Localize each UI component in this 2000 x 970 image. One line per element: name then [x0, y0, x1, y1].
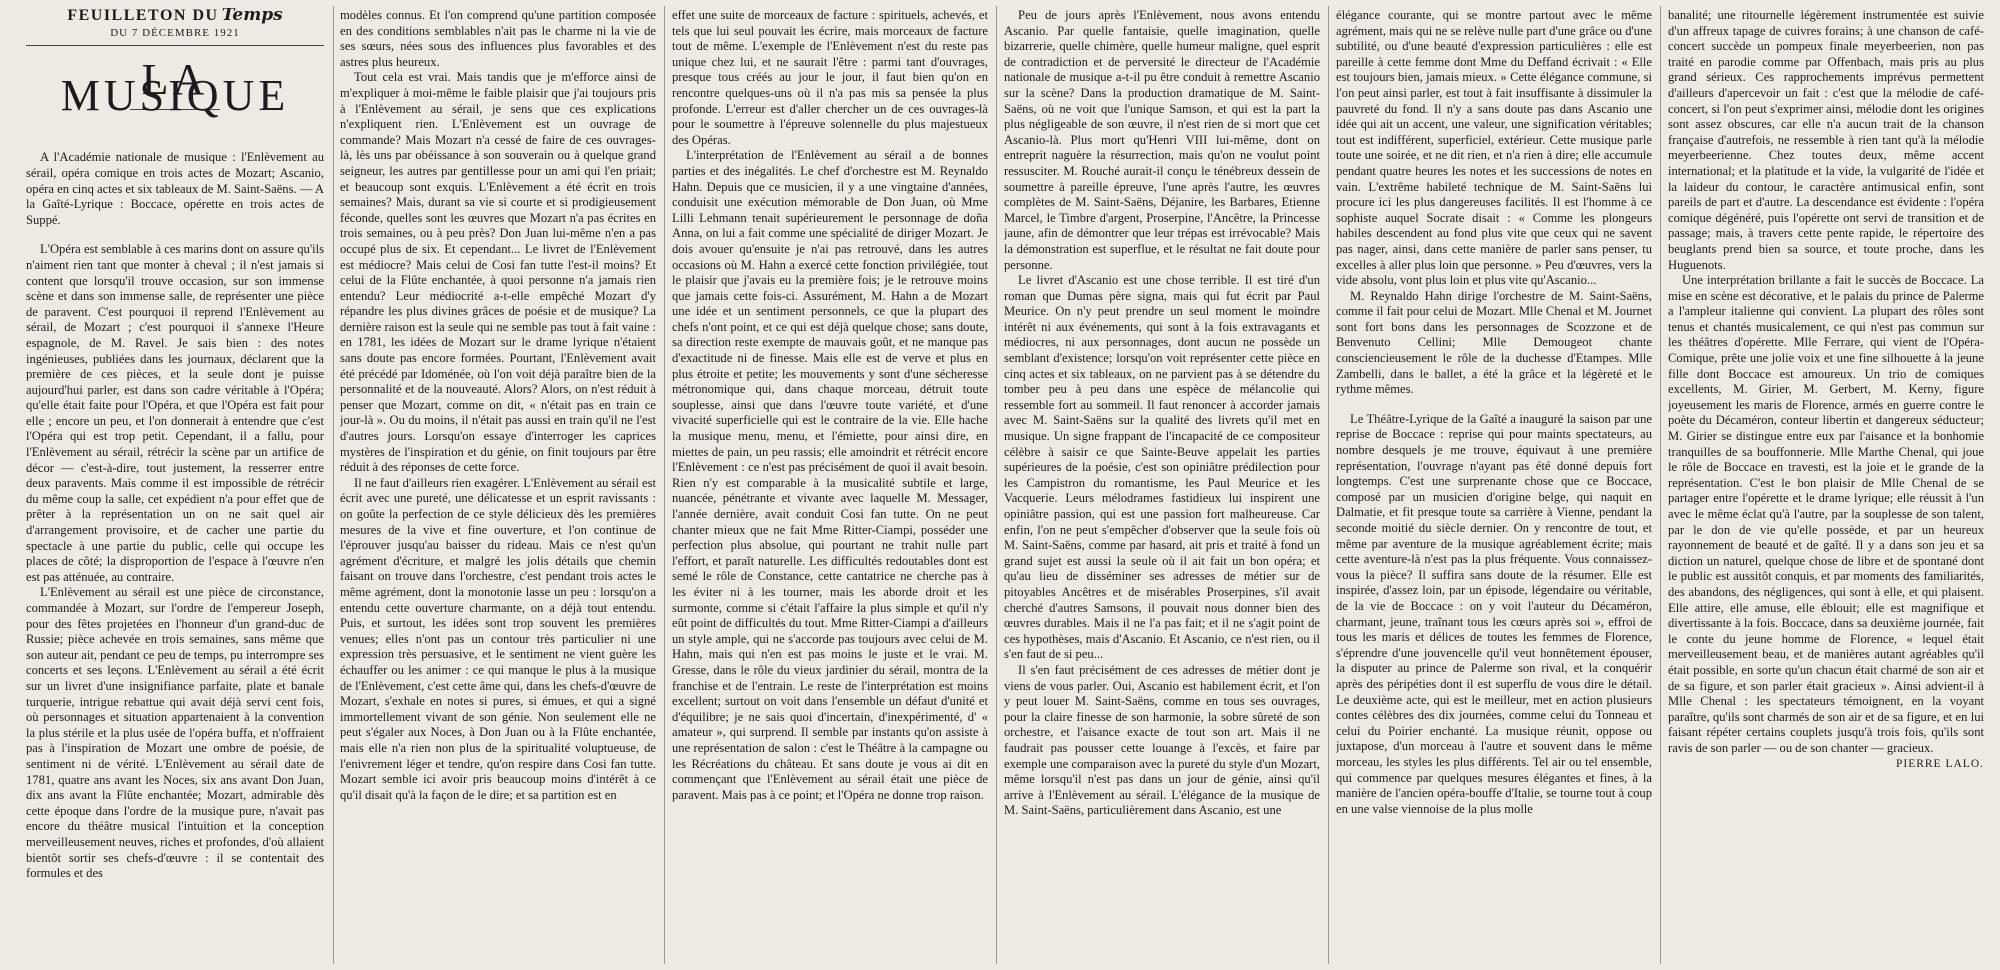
article-summary: A l'Académie nationale de musique : l'Enlèvement au sérail, opéra comique en trois actes de Mozart; Ascanio, opéra en cinq actes et six tableaux de M. Saint-Saëns. — A la Gaîté-Lyrique : Boccace, opérette en trois actes de Suppé. [26, 150, 324, 227]
article-title: LA MUSIQUE [60, 55, 290, 120]
author-signature: PIERRE LALO. [1895, 757, 1984, 770]
paragraph: L'Enlèvement au sérail est une pièce de circonstance, commandée à Mozart, sur l'ordre de l'empereur Joseph, pour des fêtes projetées en l'honneur d'un grand-duc de Russie; pièce achevée en trois semaines, sans même que son auteur ait, pendant ce peu de temps, pu interrompre ses concerts et ses leçons. L'Enlèvement au sérail a été écrit sur un livret d'une insignifiance parfaite, plate et banale turquerie, intrigue rebattue qui avait déjà servi cent fois, où personnages et situation appartenaient à la convention la plus stérile et la plus usée de l'opéra buffa, et n'offraient pas à l'inspiration de Mozart une ombre de poésie, de sentiment ni de vérité. L'Enlèvement au sérail date de 1781, quatre ans avant les Noces, six ans avant Don Juan, dix ans avant la Flûte enchantée; Mozart, admirable dès cette époque dans l'ordre de la musique pure, n'avait pas encore du théâtre musical l'intuition et la conception merveilleusement neuves, riches et profondes, d'où allaient bientôt sortir ses chefs-d'œuvre : il se contentait des formules et des [26, 585, 324, 881]
column-divider [333, 6, 334, 964]
paragraph: Le Théâtre-Lyrique de la Gaîté a inauguré la saison par une reprise de Boccace : reprise qui pour maints spectateurs, au nombre desquels je me trouve, équivaut à une première représentation, l'ouvrage n'ayant pas été donné depuis fort longtemps. C'est une surprenante chose que ce Boccace, composé par un musicien d'origine belge, qui naquit en Dalmatie, et fit presque toute sa carrière à Vienne, pendant la seconde moitié du siècle dernier. On y rencontre de tout, et même par aventure de la musique agréablement écrite; mais cette aventure-là n'est pas la plus fréquente. Vous connaissez-vous la pièce? Il suffira sans doute de la résumer. Elle est inspirée, d'assez loin, par un épisode, légendaire ou véritable, de la vie de Boccace : on y voit l'auteur du Décaméron, charmant, jeune, traînant tous les cœurs après soi », effroi de tous les maris et délices de toutes les femmes de Florence, s'éprendre d'une jouvencelle qu'il veut honnêtement épouser, la disputer au prince de Palerme son rival, et la conquérir après des péripéties dont il est superflu de vous dire le détail. Le deuxième acte, qui est le meilleur, met en action plusieurs contes célèbres des dix journées, comme celui du Tonneau et celui du Poirier enchanté. La musique réunit, oppose ou juxtapose, d'un morceau à l'autre et souvent dans le même morceau, les styles les plus différents. Tel air ou tel ensemble, qui commence par quelques mesures élégantes et fines, à la manière de l'ancien opéra-bouffe d'Italie, se tourne tout à coup en une valse viennoise de la plus molle [1336, 411, 1652, 816]
column-5 [1336, 8, 1652, 963]
column-2 [340, 8, 656, 963]
paragraph: M. Reynaldo Hahn dirige l'orchestre de M. Saint-Saëns, comme il fait pour celui de Mozart. Mlle Chenal et M. Journet sont fort bons dans les personnages de Scozzone et de Benvenuto Cellini; Mlle Demougeot chante consciencieusement le rôle de la duchesse d'Etampes. Mlle Zambelli, dans le ballet, a été la grâce et la légèreté et le rythme mêmes. [1336, 288, 1652, 397]
paragraph: élégance courante, qui se montre partout avec le même agrément, mais qui ne se relève nulle part d'une grâce ou d'une subtilité, ou d'une beauté d'expression particulières : elle est pareille à cette femme dont Mme du Deffand écrivait : « Elle est toujours bien, jamais mieux. » Cette élégance commune, si l'on peut ainsi parler, est tout à fait insuffisante à dissimuler la pauvreté du fond. Il n'y a sans doute pas dans Ascanio une idée qui ait un accent, une valeur, une signification véritables; tout est indifférent, superficiel, extérieur. Cette musique parle toute une soirée, et ne dit rien, et n'a rien à dire; elle accumule pendant quatre heures les notes et les successions de notes en vain. L'extrême habileté technique de M. Saint-Saëns lui procure ici les plus dangereuses facilités. Il est l'homme à ce sophiste auquel Socrate disait : « Comme les plongeurs habiles descendent au fond plus vite que ceux qui ne savent pas nager, ainsi, dans cette manière de parler sans penser, tu excelles à aller plus loin que personne. » Peu d'œuvres, vers la vide absolu, vont plus loin et plus vite qu'Ascanio... [1336, 8, 1652, 288]
paragraph: L'Opéra est semblable à ces marins dont on assure qu'ils n'aiment rien tant que monter à cheval ; il n'est jamais si content que lorsqu'il trouve occasion, sur son immense scène et dans son immense salle, de représenter une pièce de paravent. C'est pourquoi il reprend l'Enlèvement au sérail, de Mozart ; c'est pourquoi il s'annexe l'Heure espagnole, de M. Ravel. Je sais bien : des notes ingénieuses, publiées dans les journaux, déclarent que la première de ces pièces, et la seule dont je puisse aujourd'hui parler, est dans son cadre véritable à l'Opéra; qu'elle était faite pour l'Opéra, et que l'Opéra est fait pour elle ; encore un peu, et l'on donnerait à entendre que c'est l'Opéra qui est trop petit. Cependant, il a fallu, pour l'Enlèvement au sérail, rétrécir la scène par un artifice de décor — c'est-à-dire, tout justement, la resserrer entre deux paravents. Mais comme il est impossible de rétrécir du même coup la salle, cet expédient n'a pour effet que de prêter à la représentation un on ne sait quel air d'arrangement provisoire, et de cacher une partie du spectacle à une partie du public, celle qui occupe les places de côté; la disproportion de l'espace à l'œuvre n'en est pas atténuée, au contraire. [26, 242, 324, 584]
column-4 [1004, 8, 1320, 963]
column-6 [1668, 8, 1984, 963]
column-divider [1328, 6, 1329, 964]
column-3 [672, 8, 988, 963]
newspaper-name: Temps [221, 8, 283, 25]
masthead-rule [26, 45, 324, 46]
paragraph: Tout cela est vrai. Mais tandis que je m'efforce ainsi de m'expliquer à moi-même le faible plaisir que j'ai toujours pris à l'Enlèvement au sérail, je sens que ces explications n'expliquent rien. L'Enlèvement est un ouvrage de commande? Mais Mozart n'a cessé de faire de ces ouvrages-là, lès uns par obéissance à son souverain ou à quelque grand seigneur, les autres par gentillesse pour un ami qui l'en priait; et beaucoup sont exquis. L'Enlèvement a été écrit en trois semaines? Mais, durant sa vie si courte et si prodigieusement féconde, quelles sont les œuvres que Mozart n'a pas écrites en trois semaines, ou à peu près? Don Juan lui-même n'en a pas occupé plus de six. Et cependant... Le livret de l'Enlèvement est médiocre? Mais celui de Cosi fan tutte l'est-il moins? Et celui de la Flûte enchantée, à quoi personne n'a jamais rien entendu? Leur médiocrité a-t-elle empêché Mozart d'y répandre les plus divines grâces de poésie et de musique? La dernière raison est la seule qui ne semble pas tout à fait vaine : en 1781, les idées de Mozart sur le drame lyrique n'étaient sans doute pas encore formées. Pourtant, l'Enlèvement avait été précédé par Idoménée, où l'on voit déjà paraître bien de la personnalité et de la nouveauté. Alors? Alors, on n'est réduit à penser que Mozart, comme on dit, « n'était pas en train ce jour-là ». Ou du moins, il n'était pas aussi en train qu'il ne l'est d'autres jours. Lorsqu'on essaye d'interroger les caprices mystères de l'inspiration et du génie, on finit toujours par être réduit à des réponses de cette force. [340, 70, 656, 475]
paragraph: Peu de jours après l'Enlèvement, nous avons entendu Ascanio. Par quelle fantaisie, quelle imagination, quelle bizarrerie, quelle chimère, quelle humeur maligne, quel esprit de contradiction et de perversité le directeur de l'Académie nationale de musique a-t-il pu être conduit à remettre Ascanio sur la scène? Dans la production dramatique de M. Saint-Saëns, où ne voit que l'unique Samson, et qui est la part la plus négligeable de son œuvre, il n'est rien de si mort que cet Ascanio-là. Plus mort qu'Henri VIII lui-même, dont on entreprit naguère la résurrection, mais qu'on ne voulut point ressusciter. M. Rouché aurait-il conçu le ténébreux dessein de soumettre à pareille épreuve, l'une après l'autre, les œuvres complètes de M. Saint-Saëns, Déjanire, les Barbares, Etienne Marcel, le Timbre d'argent, Proserpine, l'Ancêtre, la Princesse jaune, afin de démontrer que leur trépas est irrévocable? Mais la démonstration est superflue, et le résultat ne fait doute pour personne. [1004, 8, 1320, 272]
column-divider [996, 6, 997, 964]
masthead [26, 8, 324, 41]
paragraph: modèles connus. Et l'on comprend qu'une partition composée en des conditions semblables n'ait pas le charme ni la vie de ses sœurs, nées sous des influences plus favorables et des astres plus heureux. [340, 8, 656, 69]
paragraph: Il ne faut d'ailleurs rien exagérer. L'Enlèvement au sérail est écrit avec une pureté, une délicatesse et un esprit ravissants : on goûte la perfection de ce style délicieux dès les premières mesures de la vive et fine ouverture, et l'on continue de l'éprouver jusqu'au baisser du rideau. Mais ce n'est qu'un agrément d'écriture, et malgré les jolis détails que chemin faisant on trouve dans l'orchestre, c'est pendant trois actes le même agrément, dont la monotonie lasse un peu : lorsqu'on a entendu cette ouverture charmante, on a déjà tout entendu. Puis, et surtout, les idées sont trop souvent les premières venues; elles n'ont pas un contour très particulier ni une expression très persuasive, et le sentiment ne vient guère les échauffer ou les animer : ce qui manque le plus à la musique de l'Enlèvement, c'est cette âme qui, dans les chefs-d'œuvre de Mozart, s'exhale en notes si pures, si émues, et qui a signé immortellement vivant de son génie. Non seulement elle ne peut s'égaler aux Noces, à Don Juan ou à la Flûte enchantée, mais elle n'a rien non plus de la spiritualité voluptueuse, de l'enivrement léger et tendre, qu'on respire dans Cosi fan tutte. Mozart semble ici avoir pris beaucoup moins d'intérêt à ce qu'il disait qu'à la façon de le dire; et sa partition est en [340, 475, 656, 802]
paragraph: effet une suite de morceaux de facture : spirituels, achevés, et tels que lui seul pouvait les écrire, mais morceaux de facture tout de même. L'exemple de l'Enlèvement n'est du reste pas unique chez lui, et ne saurait l'être : parmi tant d'ouvrages, presque tous créés au jour le jour, il faut bien qu'on en rencontre quelques-uns où il n'a pas mis sa pensée la plus profonde. L'erreur est d'aller chercher un de ces ouvrages-là pour le soumettre à l'épreuve solennelle du plus majestueux des Opéras. [672, 8, 988, 147]
paragraph: banalité; une ritournelle légèrement instrumentée est suivie d'un affreux tapage de cuivres forains; à une chanson de café-concert succède un pompeux finale meyerbeerien, non pas traité en parodie comme par Offenbach, mais pris au plus grand sérieux. Ces rapprochements imprévus permettent d'ailleurs d'apercevoir un fait : c'est que la mélodie de café-concert, si l'on peut s'exprimer ainsi, mélodie dont les origines sont assez obscures, car elle n'a aucun trait de la chanson française d'autrefois, ne ressemble à rien tant qu'à la mélodie meyerbeerienne. Chez toutes deux, même accent international; et la platitude et la vide, la vulgarité de l'idée et la laideur du contour, le caractère antimusical enfin, sont pareils de part et d'autre. La descendance est évidente : l'opéra comique dégénéré, puis l'opérette ont servi de transition et de passage; mais, à travers cette pente rapide, le répertoire des beuglants prend bien sa source, et toute proche, dans les Huguenots. [1668, 8, 1984, 272]
issue-date: DU 7 DÉCEMBRE 1921 [110, 26, 240, 39]
feuilleton-label: FEUILLETON DU [67, 8, 219, 24]
column-divider [1660, 6, 1661, 964]
paragraph: Une interprétation brillante a fait le succès de Boccace. La mise en scène est décorative, et le palais du prince de Palerme a l'ampleur italienne qui convient. La plupart des rôles sont tenus et chantés musicalement, ce qui n'est pas commun sur les théâtres d'opérette. Mlle Ferrare, qui vient de l'Opéra-Comique, prête une jolie voix et une fine silhouette à la jeune fille dont Boccace est amoureux. Un trio de comiques excellents, M. Girier, M. Gerbert, M. Kerny, figure joyeusement les maris de Florence, armés en guerre contre le poète du Décaméron, conteur libertin et dangereux séducteur; M. Girier se distingue entre eux par l'aisance et la bonhomie tranquilles de sa bouffonnerie. Mlle Marthe Chenal, qui joue le rôle de Boccace en travesti, est la joie et le grande de la représentation. C'est le bon plaisir de Mlle Chenal de se partager entre l'opérette et le drame lyrique; elle réussit à l'un avec le même éclat qu'à l'autre, par la souplesse de son talent, par le don de vie qu'elle possède, et par un heureux rayonnement de beauté et de gaîté. Il y a dans son jeu et sa diction un naturel, quelque chose de libre et de spontané dont le public est aussitôt conquis, et par moments des familiarités, des abandons, des négligences, qui sont à elle, et qui plaisent. Elle attire, elle amuse, elle éblouit; elle est magnifique et divertissante à la fois. Boccace, dans sa deuxième journée, fait le conte du jeune homme de Florence, « lequel était merveilleusement beau, et de manières autant agréables qu'il était possible, en sorte qu'un chacun était charmé de son air et de sa figure, et son parler était gracieux ». Ainsi advient-il à Mlle Chenal : les spectateurs témoignent, en la voyant paraître, qu'ils sont charmés de son air et de sa figure, et en lui faisant répéter certains couplets jusqu'à trois fois, qu'ils sont ravis de son parler — ou de son chanter — gracieux. [1668, 273, 1984, 755]
column-1 [26, 8, 324, 963]
paragraph: Le livret d'Ascanio est une chose terrible. Il est tiré d'un roman que Dumas père signa, mais qui fut écrit par Paul Meurice. On n'y peut prendre un seul moment le moindre intérêt ni aux événements, qui sont à la fois extravagants et médiocres, ni aux personnages, dont aucun ne possède un semblant d'existence; lorsqu'on voit représenter cette pièce en cinq actes et six tableaux, on ne parvient pas à se détendre du tomber peu à peu dans une espèce de mélancolie qui ressemble fort au sommeil. Il faut renoncer à accorder jamais avec M. Saint-Saëns sur la qualité des livrets qu'il met en musique. Un signe frappant de l'incapacité de ce compositeur célèbre à saisir ce que Sainte-Beuve appelait les parties supérieures de la poésie, c'est son opiniâtre prédilection pour les Campistron du romantisme, les Paul Meurice et les Vacquerie. Leurs mélodrames fastidieux lui inspirent une opiniâtre passion, qui est une passion fort malheureuse. Car enfin, l'on ne peut s'empêcher d'observer que la seule fois où M. Saint-Saëns, comme par hasard, ait pris et traité à fond un grand sujet est aussi la seule où il ait fait un bon opéra; et qu'au lieu de disséminer ses adresses de métier sur de pitoyables Ancêtres et de misérables Proserpines, s'il avait cherché d'autres Samsons, il pouvait nous donner bien des œuvres durables. Mais il ne l'a pas fait; et il ne s'agit point de ces hypothèses, mais d'Ascanio. Et Ascanio, ce n'est rien, ou il s'en faut de si peu... [1004, 273, 1320, 662]
paragraph: Il s'en faut précisément de ces adresses de métier dont je viens de vous parler. Oui, Ascanio est habilement écrit, et l'on y peut louer M. Saint-Saëns, comme en tous ses ouvrages, pour la claire finesse de son harmonie, la sobre sûreté de son orchestre, et l'aisance exacte de tout son art. Mais il ne faudrait pas pousser cette louange à l'excès, et faire par exemple une comparaison avec la pureté du style d'un Mozart, même lorsqu'il n'est pas dans un jour de génie, ainsi qu'il arrive à l'Enlèvement au sérail. L'élégance de la musique de M. Saint-Saëns, particulièrement dans Ascanio, est une [1004, 662, 1320, 818]
column-divider [664, 6, 665, 964]
paragraph: L'interprétation de l'Enlèvement au sérail a de bonnes parties et des inégalités. Le chef d'orchestre est M. Reynaldo Hahn. Depuis que ce musicien, il y a une vingtaine d'années, conduisit une exécution mémorable de Don Juan, où Mme Lilli Lehmann tenait supérieurement le personnage de doña Anna, on lui a fait comme une spécialité de diriger Mozart. Je dois avouer qu'ensuite je n'ai pas retrouvé, dans les autres occasions où M. Hahn a exercé cette fonction privilégiée, tout le plaisir que j'avais eu la première fois; je le retrouve moins que jamais cette fois-ci. Assurément, M. Hahn a de Mozart une idée et un sentiment personnels, ce que la plupart des chefs n'ont point, et ce qui est déjà quelque chose; sans doute, sa direction reste exempte de mauvais goût, et ne manque pas d'exactitude ni de finesse. Mais elle est de verve et plus en plus étroite et petite; les mouvements y sont d'une sécheresse métronomique qui, dans chaque morceau, détruit toute souplesse, ainsi que dans l'œuvre toute variété, et d'une vivacité superficielle qui est le contraire de la vie. Elle hache la musique menu, menu, et l'émiette, pour ainsi dire, en miettes de pain, un peu rassis; elle amoindrit et rétrécit encore l'Enlèvement : ce n'est pas précisément de quoi il avait besoin. Rien n'y est comparable à la musicalité subtile et large, nuancée, pénétrante et vivante avec laquelle M. Messager, l'année dernière, avait conduit Cosi fan tutte. On ne peut chanter mieux que ne fait Mme Ritter-Ciampi, posséder une perfection plus absolue, qui pourtant ne trahit nulle part l'effort, et paraît naturelle. Les difficultés redoutables dont est semé le rôle de Constance, cette cantatrice ne cherche pas à les éviter ni à les tourner, mais les aborde droit et les surmonte, comme si c'était l'affaire la plus simple et qu'il n'y eût point de difficultés du tout. Mme Ritter-Ciampi a d'ailleurs un style ample, qui ne s'accorde pas toujours avec celui de M. Hahn, mais qui n'en est pas moins le juste et le vrai. M. Gresse, dans le rôle du vieux jardinier du sérail, montra de la franchise et de l'entrain. Le reste de l'interprétation est moins excellent; surtout on voit dans l'ensemble un défaut d'unité et d'équilibre; je ne sais quoi d'incertain, d'inexpérimenté, d' « amateur », qui surprend. Il semble par instants qu'on assiste à une représentation de salon : c'est le Théâtre à la campagne ou les Récréations du château. Et sans doute je vous ai dit en commençant que l'Enlèvement au sérail était une pièce de paravent. Mais pas à ce point; et l'Opéra ne donne trop raison. [672, 148, 988, 802]
